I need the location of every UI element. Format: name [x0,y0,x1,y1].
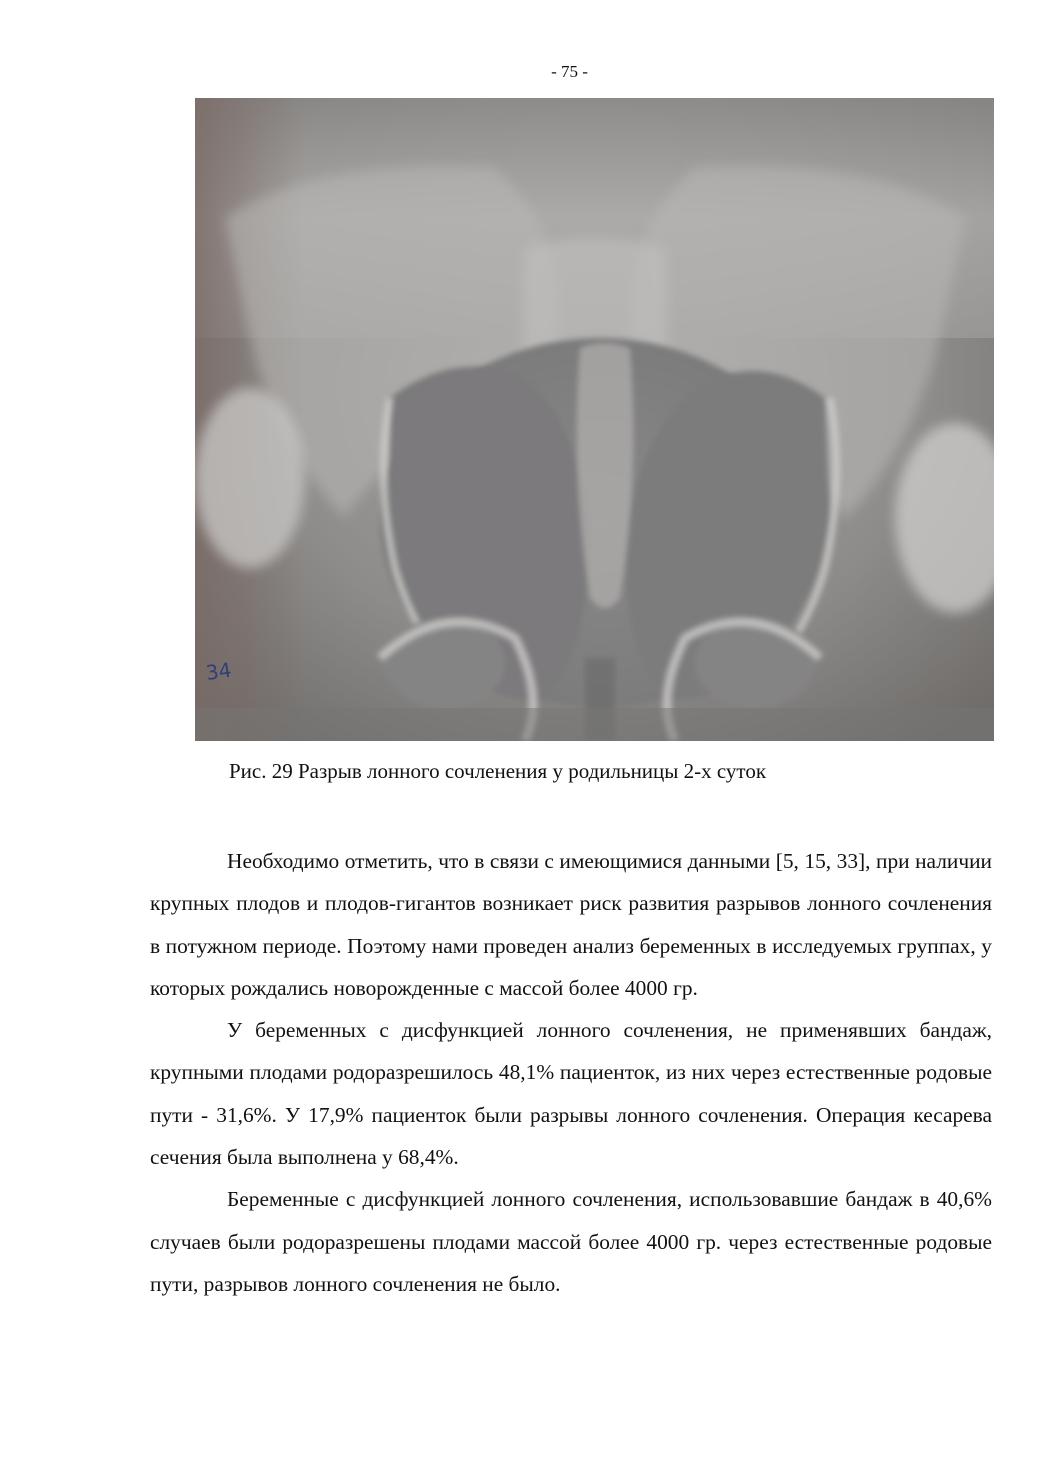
paragraph: У беременных с дисфункцией лонного сочленения, не применявших бандаж, крупными плодами родоразрешилось 48,1% пациенток, из них через естественные родовые пути - 31,6%. У 17,9% пациенток были разрывы лонного сочленения. Операция кесарева сечения была выполнена у 68,4%. [150,1018,992,1170]
figure-caption: Рис. 29 Разрыв лонного сочленения у родильницы 2-х суток [229,759,767,783]
paragraph: Необходимо отметить, что в связи с имеющимися данными [5, 15, 33], при наличии крупных плодов и плодов-гигантов возникает риск развития разрывов лонного сочленения в потужном периоде. Поэтому нами проведен анализ беременных в исследуемых группах, у которых рождались новорожденные с массой более 4000 гр. [150,849,992,1000]
handwriting-mark: 34 [204,657,233,685]
page-number: - 75 - [551,62,588,81]
paragraph: Беременные с дисфункцией лонного сочленения, использовавшие бандаж в 40,6% случаев были родоразрешены плодами массой более 4000 гр. через естественные родовые пути, разрывов лонного сочленения не было. [150,1187,992,1296]
body-text [150,840,992,1305]
pelvis-xray-image [195,98,994,741]
xray-figure [195,98,994,741]
